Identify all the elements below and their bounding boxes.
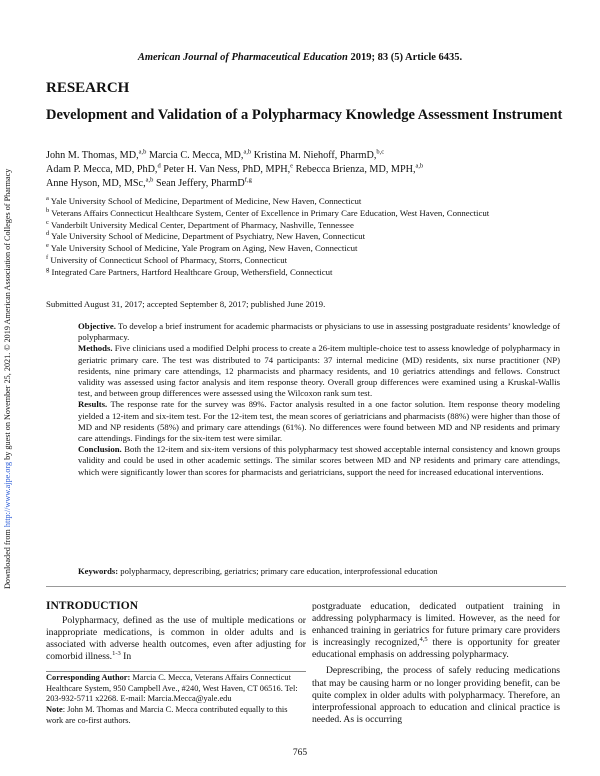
- article-title: Development and Validation of a Polypharmacy Knowledge Assessment Instrument: [46, 107, 563, 123]
- affiliation: $^b$ Veterans Affairs Connecticut Healthcare System, Center of Excellence in Primary Care Education, West Haven, Connecticut: [46, 206, 490, 218]
- divider: [46, 586, 566, 587]
- ajpe-link[interactable]: http://www.ajpe.org: [3, 461, 12, 528]
- page-number: 765: [292, 748, 308, 758]
- abstract-conclusion: Conclusion. Both the 12-item and six-item versions of this polypharmacy test showed acceptable internal consistency and known groups validity and could be used in other academic settings. The similar scores between MD and NP residents and primary care attendings, which were significantly lower than scores for pharmacists and geriatricians, support the need for increased educational interventions.: [78, 444, 560, 477]
- author: Kristina M. Niehoff, PharmD,: [253, 150, 377, 161]
- author: Peter H. Van Ness, PhD, MPH,: [163, 164, 291, 175]
- abstract-objective: Objective. To develop a brief instrument for academic pharmacists or physicians to use in assessing postgraduate residents’ knowledge of polypharmacy.: [78, 321, 561, 343]
- author: Sean Jeffery, PharmD: [155, 178, 245, 189]
- intro-heading: INTRODUCTION: [46, 600, 139, 612]
- abstract-methods: Methods. Five clinicians used a modified Delphi process to create a 26-item multiple-choice test to assess knowledge of polypharmacy in geriatric primary care. The test was distributed to 74 participants: 37 internal medicine (MD) residents, six nurse practitioner (NP) residents, nine primary care attendings, 12 pharmacists and pharmacy residents, and 10 geriatrics attendings and fellows. Construct validity was assessed using factor analysis and item response theory. Overall group differences were examined using a Kruskal-Wallis test, and between group differences were assessed using the Wilcoxon rank sum test.: [78, 343, 561, 399]
- keywords: Keywords: polypharmacy, deprescribing, geriatrics; primary care education, interprofessional education: [78, 566, 438, 576]
- author: John M. Thomas, MD,: [46, 150, 139, 161]
- abstract: [78, 321, 560, 478]
- download-side-note: Downloaded from http://www.ajpe.org by guest on November 25, 2021. © 2019 American Association of Colleges of Pharmacy: [3, 168, 12, 589]
- author: Adam P. Mecca, MD, PhD,: [46, 164, 158, 175]
- journal-citation: 2019; 83 (5) Article 6435.: [350, 52, 463, 63]
- affiliation: $^d$ Yale University School of Medicine, Department of Psychiatry, New Haven, Connecticut: [46, 230, 366, 242]
- abstract-results: Results. The response rate for the survey was 89%. Factor analysis resulted in a one factor solution. Item response theory modeling yielded a 12-item and six-item test. For the 12-item test, the mean scores of geriatricians and pharmacists (88%) were higher than those of MD and NP residents (58%) and primary care attendings (61%). No differences were found between MD and NP residents and primary care attendings. Findings for the six-item test were similar.: [78, 399, 561, 444]
- author: Rebecca Brienza, MD, MPH,: [295, 164, 416, 175]
- intro-paragraph: Deprescribing, the process of safely reducing medications that may be causing harm or no longer providing benefit, can be quite complex in older adults with polypharmacy. Therefore, an interprofessional approach to education and clinical practice is needed. As is occurring: [312, 665, 560, 725]
- submission-dates: Submitted August 31, 2017; accepted September 8, 2017; published June 2019.: [46, 299, 326, 309]
- affiliations: [46, 196, 566, 279]
- affiliation: $^g$ Integrated Care Partners, Hartford Healthcare Group, Wethersfield, Connecticut: [46, 265, 333, 277]
- journal-name: American Journal of Pharmaceutical Education: [137, 52, 348, 63]
- journal-header: [0, 52, 600, 63]
- intro-paragraph: postgraduate education, dedicated outpatient training in addressing polypharmacy is limited. However, as the need for enhanced training in geriatrics for future primary care providers is increasingly recognized,$^{4,5}$ there is opportunity for greater educational emphasis on addressing polypharmacy.: [312, 601, 560, 661]
- affiliation: $^e$ Yale University School of Medicine, Yale Program on Aging, New Haven, Connecticut: [46, 242, 358, 254]
- affiliation: $^a$ Yale University School of Medicine, Department of Medicine, New Haven, Connecticut: [46, 195, 362, 206]
- author: Anne Hyson, MD, MSc,: [46, 178, 146, 189]
- intro-column-left: [46, 615, 306, 663]
- author: Marcia C. Mecca, MD,: [148, 150, 244, 161]
- author-list: John M. Thomas, MD,$^{a,b}$ Marcia C. Mecca, MD,$^{a,b}$ Kristina M. Niehoff, PharmD,$^{b,c}$ Adam P. Mecca, MD, PhD,$^d$ Peter H. Van Ness, PhD, MPH,$^e$ Rebecca Brienza, MD, MPH,$^{a,b}$ Anne Hyson, MD, MSc,$^{a,b}$ Sean Jeffery, PharmD$^{f,g}$: [46, 148, 424, 189]
- intro-column-right: [312, 601, 560, 730]
- affiliation: $^f$ University of Connecticut School of Pharmacy, Storrs, Connecticut: [46, 254, 288, 265]
- intro-paragraph: Polypharmacy, defined as the use of multiple medications or inappropriate medications, is common in older adults and is associated with adverse health outcomes, even after adjusting for comorbid illness.$^{1-3}$ In: [46, 615, 306, 663]
- affiliation: $^c$ Vanderbilt University Medical Center, Department of Pharmacy, Nashville, Tennessee: [46, 218, 354, 230]
- section-label: RESEARCH: [46, 80, 130, 96]
- corresponding-author: Corresponding Author: Marcia C. Mecca, Veterans Affairs Connecticut Healthcare System, 950 Campbell Ave., #240, West Haven, CT 06516. Tel: 203-932-5711 x2268. E-mail: Marcia.Mecca@yale.edu Note: John M. Thomas and Marcia C. Mecca contributed equally to this work are co-first authors.: [46, 671, 306, 727]
